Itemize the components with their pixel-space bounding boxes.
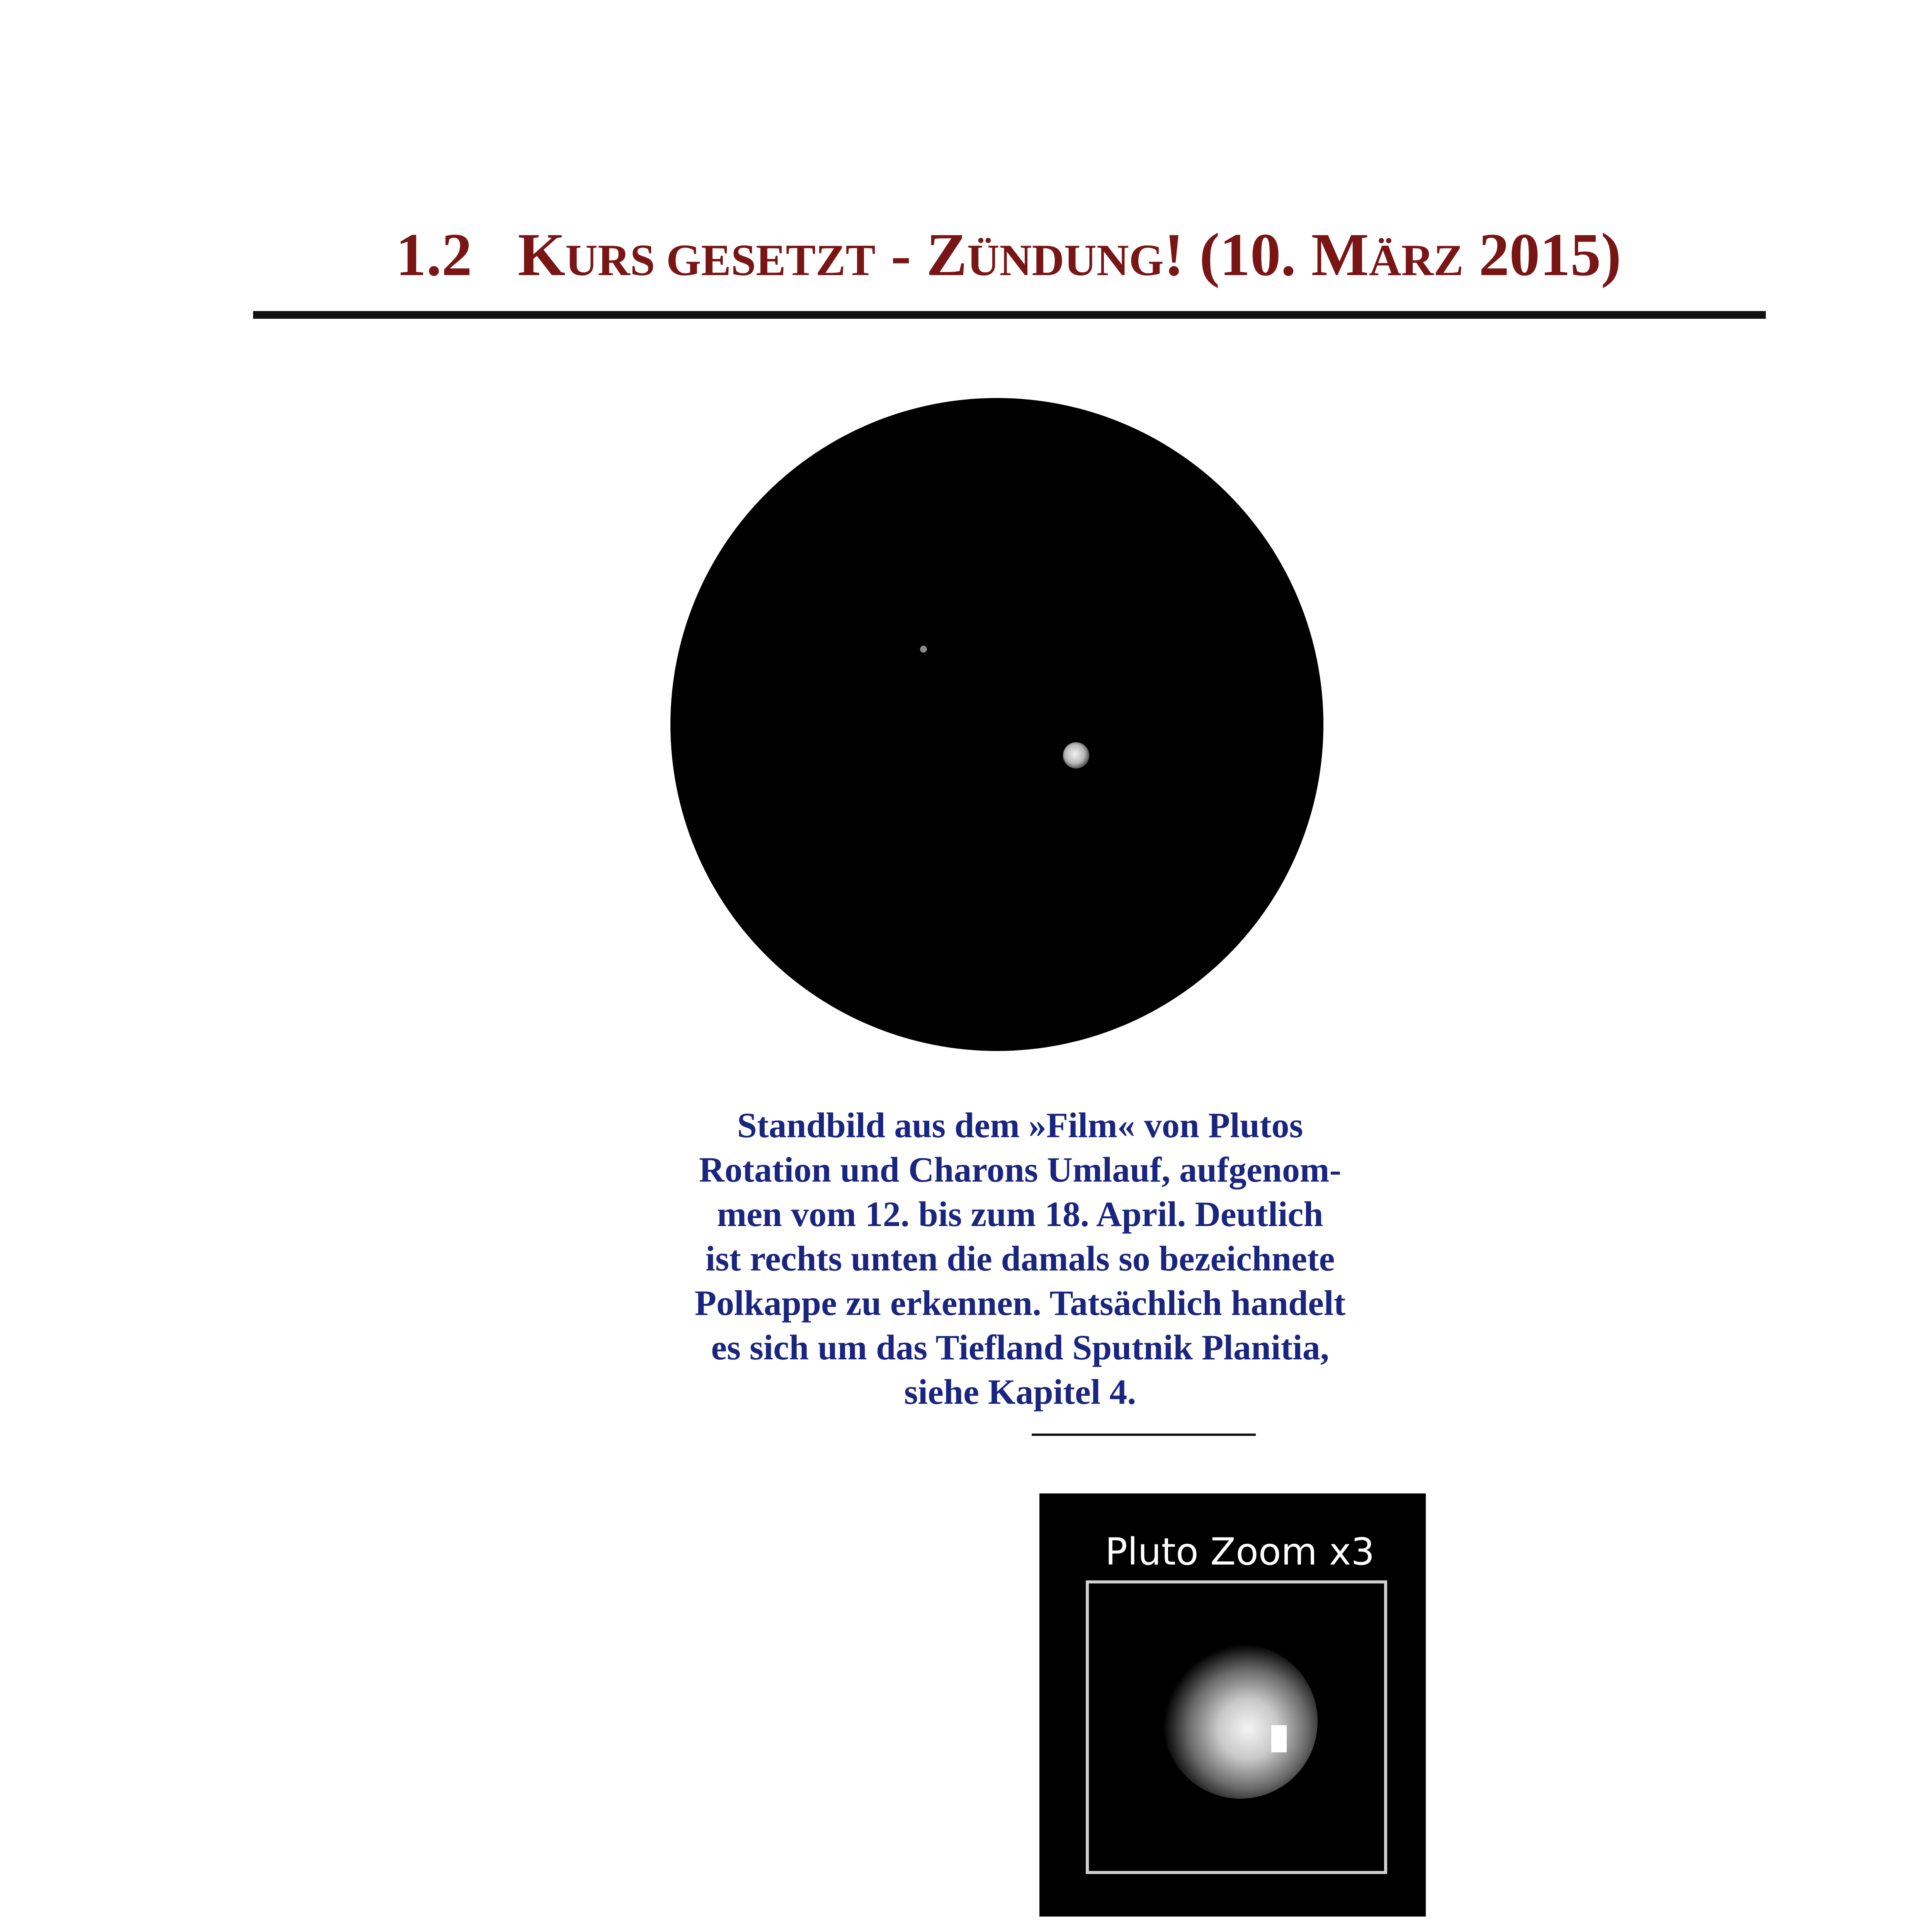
text-line [253,1316,651,1366]
text-line [253,504,736,554]
text-line [253,937,717,987]
text-line [1385,721,1766,771]
text-line [1287,991,1766,1041]
text-line [253,1153,655,1204]
text-line [1312,504,1766,554]
text-line [1395,1153,1766,1204]
heading-text: 2015) [1463,221,1621,289]
text-line [1437,1789,1766,1828]
caption-line: siehe Kapitel 4. [904,1372,1136,1412]
text-line [253,1262,655,1312]
text-line [253,1690,987,1741]
text-line [1395,1262,1766,1312]
caption-line: Rotation und Charons Umlauf, aufgenom- [699,1150,1342,1189]
caption-line: men vom 12. bis zum 18. April. Deutlich [717,1194,1323,1234]
caption-line: Standbild aus dem »Film« von Plutos [737,1105,1303,1145]
chapter-heading [251,216,1766,299]
heading-rule [253,311,1766,319]
text-line [1437,1905,1766,1932]
heading-text: K [518,221,566,289]
text-line [253,1045,833,1095]
text-line [253,1208,655,1258]
heading-text: ÜNDUNG [967,236,1164,285]
text-line [253,1474,987,1524]
text-line [253,1099,655,1150]
text-line [1437,1557,1766,1596]
text-line [1395,1316,1766,1366]
text-line [1221,1045,1766,1095]
text-line [1437,1673,1766,1712]
pluto-blur [1163,1644,1318,1799]
text-line [1370,829,1766,879]
heading-text: ÄRZ [1369,236,1464,285]
text-line [1403,1099,1766,1150]
caption-still-image [668,1103,1372,1414]
caption-line: ist rechts unten die damals so bezeichnete [705,1239,1335,1278]
text-line [1395,1208,1766,1258]
text-line [253,883,686,933]
text-line [1437,1596,1766,1634]
caption-divider [1032,1434,1256,1436]
heading-number: 1.2 [396,221,472,289]
text-line [1439,1441,1766,1480]
text-line [253,1424,651,1474]
text-line [1381,667,1766,717]
text-line [1368,612,1766,663]
text-line [1260,450,1766,500]
text-line [253,829,670,879]
text-line [1437,1712,1766,1750]
text-line [1437,1480,1766,1519]
text-line [253,721,659,771]
bright-spot [1271,1725,1287,1752]
caption-line: es sich um das Tiefland Sputnik Planitia, [711,1328,1329,1367]
heading-text: - Z [875,221,967,289]
text-line [1395,1370,1766,1420]
pluto-still-graphic [670,398,1323,1051]
text-line [253,1528,987,1578]
heading-text: ! (10. M [1163,221,1369,289]
text-line [253,775,659,825]
text-line [253,1799,987,1849]
zoom-label: Pluto Zoom x3 [1105,1530,1375,1573]
heading-text: URS GESETZT [565,236,876,285]
text-line [253,1907,987,1932]
pluto-zoom-image [1039,1493,1426,1917]
text-line [253,1636,987,1687]
text-line [1354,883,1766,933]
text-line [1325,937,1766,987]
text-line [1341,558,1766,609]
text-line [1437,1519,1766,1557]
pluto-pixelated-graphic [1155,1640,1325,1803]
text-line [1381,775,1766,825]
text-line [253,667,639,717]
caption-line: Polkappe zu erkennen. Tatsächlich handelt [694,1283,1346,1323]
text-line [253,612,672,663]
text-line [253,558,694,609]
text-line [1437,1866,1766,1905]
text-line [253,1582,987,1633]
text-line [253,1370,651,1420]
pluto-still-image [670,398,1323,1051]
text-line [1437,1634,1766,1673]
text-line [253,1853,987,1903]
charon-dot [920,646,927,653]
text-line [253,1745,987,1795]
text-line [1437,1750,1766,1789]
text-line [1437,1828,1766,1866]
pluto-dot [1063,742,1089,769]
